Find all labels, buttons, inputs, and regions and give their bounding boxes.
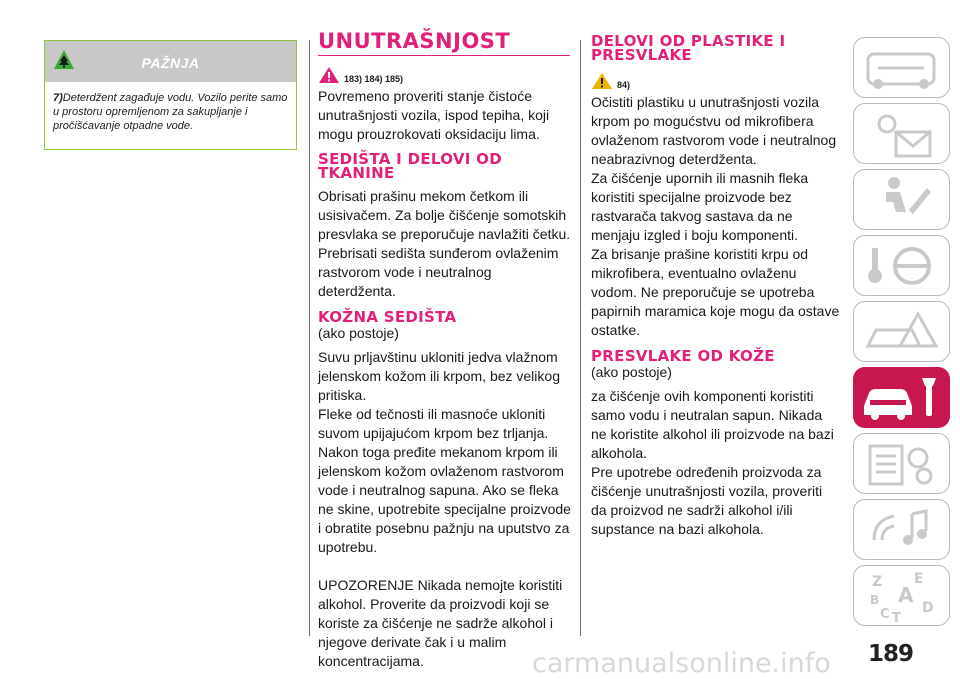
warning-title: PAŽNJA (141, 55, 200, 71)
key-steering-wheel-icon (854, 236, 949, 295)
index-letter-b: B (870, 593, 880, 607)
heading-leather-seats: KOŽNA SEDIŠTA (318, 308, 457, 326)
seats-paragraph: Obrisati prašinu mekom četkom ili usisivačem. Za bolje čišćenje somotskih presvlaka se preporučuje navlažiti četku. Prebrisati sedišta sunđerom ovlaženim rastvorom vode i neutralnog deterdženta. (318, 188, 571, 299)
plastic-paragraph-3: Za brisanje prašine koristiti krpu od mikrofibera, eventualno ovlaženu vodom. Ne preporučuje se upotreba papirnih maramica koje mogu da ostave ostatke. (591, 246, 840, 338)
column-divider-left (309, 40, 310, 636)
warning-body: Deterdžent zagađuje vodu. Vozilo perite samo u prostoru opremljenom za sakupljanje i pročišćavanje otpadne vode. (53, 92, 288, 132)
title-underline (318, 55, 570, 56)
warning-triangle-icon (318, 66, 340, 84)
nav-tab-starting[interactable] (853, 235, 950, 296)
leather-paragraph-2: Fleke od tečnosti ili masnoće ukloniti suvom upijajućom krpom bez trljanja. Nakon toga pređite mekanom krpom ili jelenskom kožom ovlaženom rastvorom vode i neutralnog sapuna. Ako se fleka ne skine, upotrebite specijalne proizvode i obratite posebnu pažnju na uputstvo za upotrebu. (318, 406, 571, 555)
leather-upholstery-paragraph-2: Pre upotrebe određenih proizvoda za čišćenje unutrašnjosti vozila, proveriti da proizvod ne sadrži alkohol i/ili supstance na bazi alkohola. (591, 464, 823, 537)
intro-paragraph: Povremeno proveriti stanje čistoće unutrašnjosti vozila, ispod tepiha, koji mogu prouzrokovati oksidaciju lima. (318, 88, 550, 142)
nav-tab-dashboard[interactable] (853, 37, 950, 98)
page-number: 189 (868, 641, 914, 667)
index-letters-icon (854, 566, 949, 625)
heading-leather-upholstery: PRESVLAKE OD KOŽE (591, 347, 775, 365)
alcohol-warning: UPOZORENJE Nikada nemojte koristiti alkohol. Proverite da proizvodi koji se koriste za čišćenje ne sadrže alkohol i njegove derivate čak i u malim koncentracijama. (318, 577, 563, 669)
multimedia-icon (854, 500, 949, 559)
warning-box (44, 40, 297, 150)
warning-triangle-icon (591, 72, 613, 90)
plastic-paragraph-2: Za čišćenje upornih ili masnih fleka koristiti specijalne proizvode bez rastvarača takvog sastava da ne menjaju izgled i boju komponenti. (591, 170, 809, 243)
emergency-triangle-car-icon (854, 302, 949, 361)
leather-upholstery-paragraph-1: za čišćenje ovih komponenti koristiti samo vodu i neutralan sapun. Nikada ne koristite alkohol ili proizvode na bazi alkohola. (591, 388, 834, 461)
reference-numbers: 183) 184) 185) (344, 74, 404, 84)
specs-gears-icon (854, 434, 949, 493)
plastic-paragraph-1: Očistiti plastiku u unutrašnjosti vozila krpom po mogućstvu od mikrofibera ovlaženom rastvorom vode i neutralnog neabrazivnog deterdženta. (591, 94, 837, 167)
index-letter-z: Z (872, 574, 883, 590)
seat-airbag-icon (854, 170, 949, 229)
index-letter-t: T (892, 611, 901, 625)
leather-paragraph-1: Suvu prljavštinu ukloniti jedva vlažnom jelenskom kožom ili krpom, bez velikog pritiska. (318, 349, 560, 403)
index-letter-a: A (898, 583, 914, 607)
nav-tab-index[interactable] (853, 565, 950, 626)
warning-lights-mail-icon (854, 104, 949, 163)
warning-refs (318, 62, 572, 84)
index-letter-e: E (914, 571, 924, 587)
leather-upholstery-subtitle: (ako postoje) (591, 364, 672, 380)
reference-numbers: 84) (617, 80, 631, 90)
nav-tab-multimedia[interactable] (853, 499, 950, 560)
car-wrench-icon (854, 368, 949, 427)
car-dashboard-icon (854, 38, 949, 97)
watermark-text: carmanualsonline.info (532, 648, 831, 679)
plastic-refs (591, 68, 841, 90)
index-letter-d: D (922, 600, 934, 616)
column-interior (318, 30, 572, 671)
nav-tab-warning-lights[interactable] (853, 103, 950, 164)
nav-tab-safety[interactable] (853, 169, 950, 230)
section-title-interior: UNUTRAŠNJOST (318, 29, 511, 53)
heading-plastic-upholstery: DELOVI OD PLASTIKE I PRESVLAKE (591, 32, 786, 64)
warning-note-number: 7) (53, 92, 63, 104)
nav-tab-maintenance[interactable] (853, 367, 950, 428)
nav-tab-technical-data[interactable] (853, 433, 950, 494)
column-divider-right (580, 40, 581, 636)
warning-text (45, 82, 296, 133)
nav-tab-emergency[interactable] (853, 301, 950, 362)
heading-seats: SEDIŠTA I DELOVI OD TKANINE (318, 150, 502, 182)
index-letter-c: C (880, 607, 890, 622)
column-plastic (591, 30, 841, 539)
leather-seats-subtitle: (ako postoje) (318, 325, 399, 341)
warning-header (45, 41, 296, 82)
